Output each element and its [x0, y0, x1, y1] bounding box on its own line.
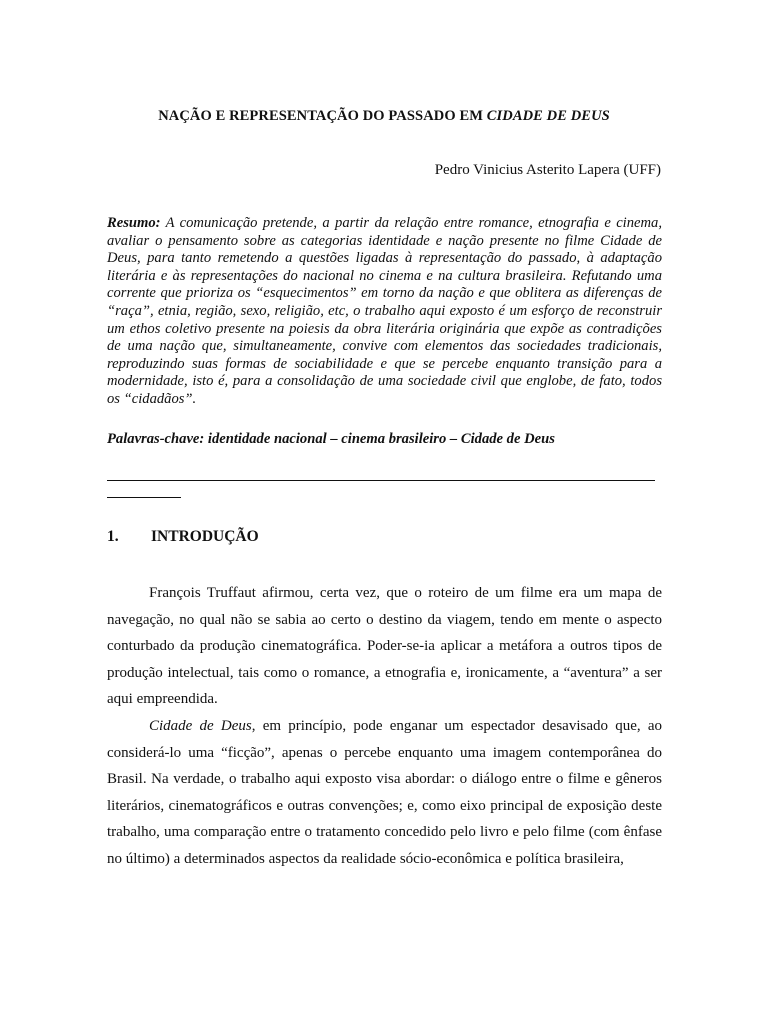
keywords: Palavras-chave: identidade nacional – cinema brasileiro – Cidade de Deus — [107, 431, 555, 447]
separator-rule-short — [107, 497, 181, 498]
section-heading — [107, 528, 259, 546]
paragraph-1: François Truffaut afirmou, certa vez, que o roteiro de um filme era um mapa de navegação, no qual não se sabia ao certo o destino da viagem, tendo em mente o aspecto conturbado da produção cinematográfica. Poder-se-ia aplicar a metáfora a outros tipos de produção intelectual, tais como o romance, a etnografia e, ironicamente, a “aventura” a ser aqui empreendida. — [107, 585, 662, 708]
separator-rule — [107, 480, 655, 481]
abstract-text: A comunicação pretende, a partir da relação entre romance, etnografia e cinema, avaliar o pensamento sobre as categorias identidade e nação presente no filme Cidade de Deus, para tanto remetendo a questões ligadas à representação do passado, à adaptação literária e às representações do nacional no cinema e na cultura brasileira. Refutando uma corrente que prioriza os “esquecimentos” em torno da nação e que oblitera as diferenças de “raça”, etnia, região, sexo, religião, etc, o trabalho aqui exposto é um esforço de reconstruir um ethos coletivo presente na poiesis da obra literária originária que expõe as contradições de uma nação que, simultaneamente, convive com elementos das sociedades tradicionais, reproduzindo suas formas de sociabilidade e que se percebe enquanto transição para a modernidade, isto é, para a consolidação de uma sociedade civil que englobe, de fato, todos os “cidadãos”. — [107, 215, 662, 407]
paper-title-main: NAÇÃO E REPRESENTAÇÃO DO PASSADO EM — [158, 108, 487, 124]
section-number: 1. — [107, 528, 119, 545]
paper-title — [0, 108, 768, 125]
body-text — [107, 580, 662, 873]
section-title: INTRODUÇÃO — [151, 528, 259, 545]
abstract — [107, 215, 662, 409]
paragraph-2-italic: Cidade de Deus — [149, 717, 252, 734]
paragraph-2-text: , em princípio, pode enganar um espectador desavisado que, ao considerá-lo uma “ficção”, apenas o percebe enquanto uma imagem contemporânea do Brasil. Na verdade, o trabalho aqui exposto visa abordar: o diálogo entre o filme e gêneros literários, cinematográficos e outras convenções; e, como eixo principal de exposição deste trabalho, uma comparação entre o tratamento concedido pelo livro e pelo filme (com ênfase no último) a determinados aspectos da realidade sócio-econômica e política brasileira, — [107, 717, 662, 867]
paper-title-italic: CIDADE DE DEUS — [486, 108, 610, 124]
abstract-label: Resumo: — [107, 215, 161, 231]
paragraph-2 — [107, 713, 662, 873]
author-line: Pedro Vinicius Asterito Lapera (UFF) — [434, 162, 661, 178]
